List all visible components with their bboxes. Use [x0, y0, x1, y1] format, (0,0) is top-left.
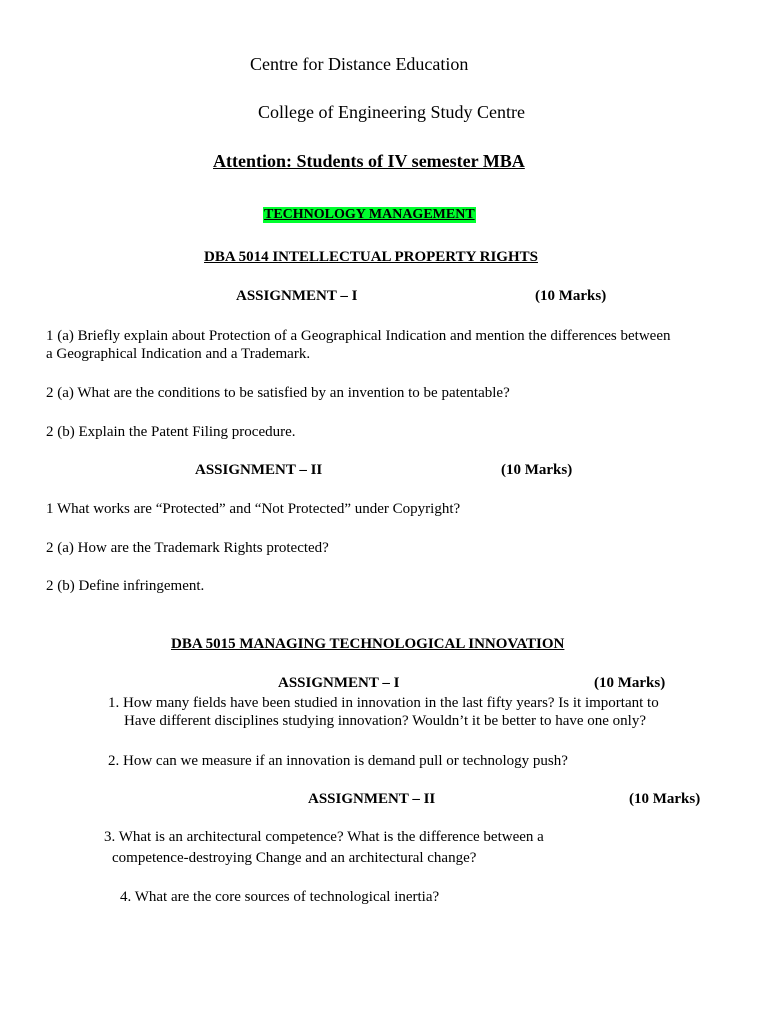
course1-a2-q2a: 2 (a) How are the Trademark Rights protected?: [46, 540, 329, 556]
course1-a1-q1-line1: 1 (a) Briefly explain about Protection of a Geographical Indication and mention the differences between: [46, 328, 671, 344]
course2-a1-q1-line2: Have different disciplines studying innovation? Wouldn’t it be better to have one only?: [124, 713, 647, 729]
course1-a1-q2a: 2 (a) What are the conditions to be satisfied by an invention to be patentable?: [46, 385, 510, 401]
course2-a2-q3-line1: 3. What is an architectural competence? What is the difference between a: [104, 829, 544, 845]
attention-heading: Attention: Students of IV semester MBA: [213, 151, 525, 171]
program-title: TECHNOLOGY MANAGEMENT: [264, 207, 475, 222]
course1-a1-q2b: 2 (b) Explain the Patent Filing procedure.: [46, 424, 296, 440]
course2-assignment1-marks: (10 Marks): [594, 675, 666, 691]
course1-assignment2-label: ASSIGNMENT – II: [195, 462, 323, 478]
course2-a1-q2: 2. How can we measure if an innovation is demand pull or technology push?: [108, 753, 568, 769]
course2-a2-q4: 4. What are the core sources of technological inertia?: [120, 889, 440, 905]
course1-assignment1-marks: (10 Marks): [535, 288, 607, 304]
course2-a2-q3-line2: competence-destroying Change and an architectural change?: [112, 850, 477, 866]
course1-a1-q1-line2: a Geographical Indication and a Trademark.: [46, 346, 311, 362]
course2-assignment2-marks: (10 Marks): [629, 791, 701, 807]
course2-a1-q1-line1: 1. How many fields have been studied in innovation in the last fifty years? Is it important to: [108, 695, 659, 711]
study-centre-title: College of Engineering Study Centre: [258, 102, 525, 122]
course2-assignment1-label: ASSIGNMENT – I: [278, 675, 400, 691]
course1-a2-q2b: 2 (b) Define infringement.: [46, 578, 205, 594]
centre-title: Centre for Distance Education: [250, 54, 469, 74]
course1-title: DBA 5014 INTELLECTUAL PROPERTY RIGHTS: [204, 249, 538, 265]
course1-assignment2-marks: (10 Marks): [501, 462, 573, 478]
course1-a2-q1: 1 What works are “Protected” and “Not Protected” under Copyright?: [46, 501, 461, 517]
course1-assignment1-label: ASSIGNMENT – I: [236, 288, 358, 304]
course2-assignment2-label: ASSIGNMENT – II: [308, 791, 436, 807]
course2-title: DBA 5015 MANAGING TECHNOLOGICAL INNOVATION: [171, 636, 565, 652]
